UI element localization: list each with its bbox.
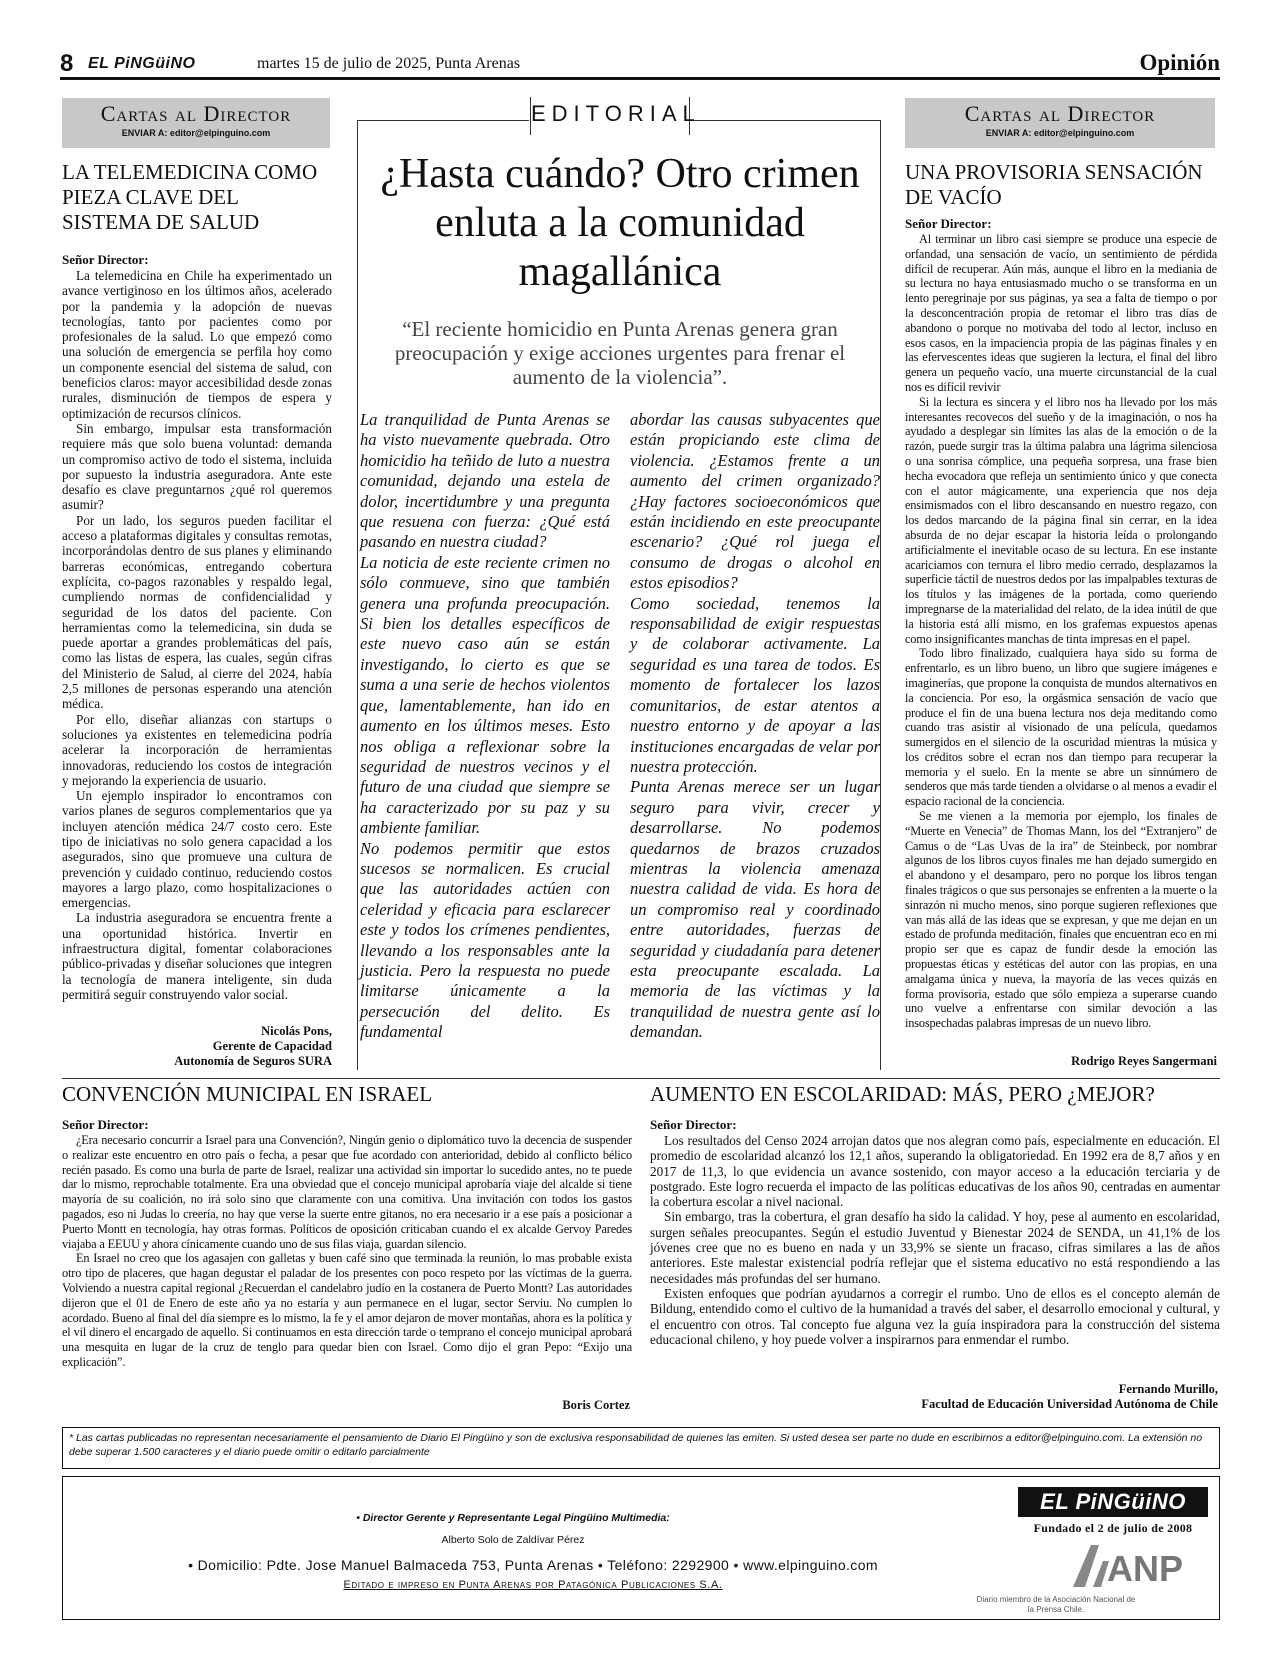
left-letter-signature — [62, 1024, 332, 1069]
editorial-label: EDITORIAL — [530, 97, 690, 135]
contact-address: • Domicilio: Pdte. Jose Manuel Balmaceda 753, Punta Arenas • Teléfono: 2292900 • www.elpinguino.com — [188, 1557, 878, 1573]
paragraph: Como sociedad, tenemos la responsabilidad de exigir respuestas y de colaborar activamente. La seguridad es una tarea de todos. Es momento de fortalecer los lazos comunitarios, de estar atentos a nuestro entorno y de apoyar a las instituciones encargadas de velar por nuestra protección. — [630, 593, 880, 776]
bottom-left-salutation: Señor Director: — [62, 1117, 149, 1132]
signature-org: Autonomía de Seguros SURA — [174, 1054, 332, 1068]
paragraph: Se me vienen a la memoria por ejemplo, los finales de “Muerte en Venecia” de Thomas Mann, los del “Extranjero” de Camus o de “Las Uvas de la ira” de Steinbeck, por nombrar algunos de los libros cuyos finales me han dejado sumergido en el abandono y el desamparo, pero no porque los libros tengan finales trágicos o que sus personajes se enfrenten a la muerte o la sinrazón ni mucho menos, sino porque sugieren reflexiones que van más allá de las ideas que se expresan, y que me dejan en un estado de profunda meditación, finales que encuentran eco en mi propio ser que es capaz de fundir desde la emoción las propuestas éticas y estéticas del autor con las propias, en una amalgama única y nueva, la mayoría de las veces quizás en forma provisoria, estado que sólo empieza a superarse cuando uno vuelve a enfrentarse con similar devoción a las insospechadas palabras impresas de un nuevo libro. — [905, 809, 1217, 1031]
page-header — [60, 50, 1220, 80]
editorial-rule — [880, 120, 881, 1070]
paragraph: En Israel no creo que los agasajen con galletas y buen café sino que terminada la reunión, lo mas probable exista otro tipo de placeres, que hagan degustar el paladar de los presentes con poco respeto por las víctimas de la guerra. Volviendo a nuestra capital regional ¿Recuerdan el candelabro judío en la costanera de Puerto Montt? Las autoridades dijeron que el 01 de Enero de este año ya no estaría y aun permanece en el lugar, sector Serviu. No cumplen lo acordado. Bueno al final del día siempre es lo mismo, la fe y el amor dejaron de mover montañas, ahora es la política y el vil dinero el encargado de aquello. Si continuamos en esta dirección tarde o temprano el concejo municipal aprobará una mesquita en lugar de la cruz de tenglo para quedar bien con Israel. Como dijo el gran Pepo: “Exijo una explicación”. — [62, 1251, 632, 1369]
editorial-deck: “El reciente homicidio en Punta Arenas genera gran preocupación y exige acciones urgentes para frenar el aumento de la violencia”. — [394, 317, 846, 389]
bottom-right-title: AUMENTO EN ESCOLARIDAD: MÁS, PERO ¿MEJOR? — [650, 1082, 1155, 1106]
section-title: Opinión — [1139, 50, 1220, 75]
bottom-left-title: CONVENCIÓN MUNICIPAL EN ISRAEL — [62, 1082, 433, 1106]
editorial-rule — [691, 120, 881, 121]
paragraph: Sin embargo, impulsar esta transformación requiere más que solo buena voluntad: demanda un compromiso activo de todo el sistema, incluida por supuesto la industria aseguradora. Ante este desafío es clave preguntarnos ¿qué rol queremos asumir? — [62, 420, 332, 513]
bottom-right-signature — [650, 1382, 1218, 1412]
right-letter-title: UNA PROVISORIA SENSACIÓN DE VACÍO — [905, 160, 1203, 209]
right-letters-email: ENVIAR A: editor@elpinguino.com — [985, 128, 1135, 138]
signature-name: Nicolás Pons, — [261, 1024, 332, 1038]
brand-logo-footer: EL PiNGüiNO — [1018, 1487, 1208, 1517]
editorial-rule — [357, 120, 358, 1070]
anp-logo-text: ANP — [1107, 1548, 1184, 1589]
director-name: Alberto Solo de Zaldívar Pérez — [441, 1534, 585, 1546]
bottom-left-body — [62, 1133, 632, 1370]
paragraph: Por un lado, los seguros pueden facilitar el acceso a plataformas digitales y consultas remotas, incorporándolas dentro de sus planes y eliminando barreras económicas, entregando cobertura explícita, co-pagos razonables y respaldo legal, cumpliendo normas de confidencialidad y seguridad de los datos del paciente. Con herramientas como la telemedicina, sin duda se puede aportar a grandes problemáticas del país, como las listas de espera, las cuales, según cifras del Ministerio de Salud, al cierre del 2024, había 2,5 millones de personas esperando una atención médica. — [62, 512, 332, 712]
editorial-column-1 — [360, 410, 610, 1043]
bottom-right-letter — [650, 1082, 1220, 1347]
paragraph: ¿Era necesario concurrir a Israel para una Convención?, Ningún genio o diplomático tuvo la decencia de suspender o realizar este encuentro en otro país o fecha, a pesar que fue acordado con anterioridad, debido al conflicto bélico recién pasado. Es como una burla de parte de Israel, realizar una actividad sin importar lo sucedido antes, no te puede dar lo mismo, reprochable totalmente. Era una obviedad que el concejo municipal aprobaría viaje del alcalde si tiene mayoría de su coalición, no irá solo sino que claramente con una comitiva. Una invitación con todos los gastos pagados, eso ni Judas lo creería, no hay que verse la suerte entre gitanos, no era necesario ir a ese país a posicionar a Puerto Montt en tecnología, hay otras formas. Políticos de oposición criticaban cuando el ex alcalde Gervoy Paredes viajaba a EEUU y ahora cínicamente cuando uno de sus filas viaja, guardan silencio. — [62, 1133, 632, 1251]
disclaimer-notice: * Las cartas publicadas no representan necesariamente el pensamiento de Diario El Pingüino y son de exclusiva responsabilidad de quienes las emiten. Si usted desea ser parte no dude en escribirnos a editor@elpinguino.com. La extensión no debe superar 1.500 caracteres y el diario puede omitir o editarlo parcialmente — [62, 1427, 1220, 1469]
paragraph: Si la lectura es sincera y el libro nos ha llevado por los más interesantes recovecos del sueño y de la imaginación, o nos ha ayudado a desplegar sin límites las alas de la emoción o de la razón, puede surgir tras la última palabra una lágrima silenciosa o una sonrisa cómplice, una pequeña sorpresa, una frase bien hecha evocadora que refleja un sentimiento único y que conecta con el autor mágicamente, una experiencia que nos deja ensimismados con el libro descansando en nuestro regazo, con los dedos marcando de la página final sin cerrar, en la idea absurda de no dejar escapar la historia leída o prolongando artificialmente el inevitable ocaso de su lectura. En ese instante acariciamos con ternura el libro medio cerrado, desplazamos la superficie táctil de nuestros dedos por las impalpables texturas de los títulos y las imágenes de la portada, como queriendo impregnarse de la materialidad del relato, de la idea inútil de que la historia está allí mismo, en los grafemas expuestos apenas como insignificantes manchas de tinta impresas en el papel. — [905, 394, 1217, 646]
right-letter — [905, 160, 1217, 1031]
paragraph: La tranquilidad de Punta Arenas se ha visto nuevamente quebrada. Otro homicidio ha teñido de luto a nuestra comunidad, dejando una estela de dolor, incertidumbre y una pregunta que resuena con fuerza: ¿Qué está pasando en nuestra ciudad? — [360, 410, 610, 552]
paragraph: Punta Arenas merece ser un lugar seguro para vivir, crecer y desarrollarse. No podemos quedarnos de brazos cruzados mientras la violencia amenaza nuestra calidad de vida. Es hora de un compromiso real y coordinado entre autoridades, fuerzas de seguridad y ciudadanía para detener esta preocupante escalada. La memoria de las víctimas y la tranquilidad de nuestra gente así lo demandan. — [630, 777, 880, 1042]
paragraph: abordar las causas subyacentes que están propiciando este clima de violencia. ¿Estamos frente a un aumento del crimen organizado? ¿Hay factores socioeconómicos que están incidiendo en este preocupante escenario? ¿Qué rol juega el consumo de drogas o alcohol en estos episodios? — [630, 410, 880, 593]
paragraph: Todo libro finalizado, cualquiera haya sido su forma de enfrentarlo, es un libro bueno, un libro que sugiere imágenes e imaginerías, que propone la conquista de mundos alternativos en la conciencia. Por eso, la orgásmica sensación de vacío que produce el fin de una buena lectura nos deja meditando como cuando tras asistir al visionado de una película, quedamos sumergidos en el silencio de la oscuridad mientras la música y los créditos sobre el ecran nos dan tiempo para recuperar la memoria y el suelo. En la mente se abre un sinnúmero de senderos que más tarde tienden a olvidarse o al menos a evadir el espacio racional de la conciencia. — [905, 646, 1217, 809]
founded-date: Fundado el 2 de julio de 2008 — [1033, 1521, 1193, 1535]
signature-org: Facultad de Educación Universidad Autónoma de Chile — [921, 1397, 1218, 1411]
signature-name: Fernando Murillo, — [1118, 1382, 1218, 1396]
left-letters-title: Cartas al Director — [100, 101, 292, 126]
brand-logo: EL PiNGüiNO — [88, 55, 196, 72]
paragraph: La noticia de este reciente crimen no sólo conmueve, sino que también genera una profunda preocupación. Si bien los detalles específicos de este nuevo caso aún se están investigando, lo cierto es que se suma a una serie de hechos violentos que, lamentablemente, han ido en aumento en los últimos meses. Esto nos obliga a reflexionar sobre la seguridad de nuestros vecinos y el futuro de una ciudad que siempre se ha caracterizado por su paz y su ambiente familiar. — [360, 552, 610, 838]
anp-logo-icon — [1063, 1539, 1184, 1589]
paragraph: Sin embargo, tras la cobertura, el gran desafío ha sido la calidad. Y hoy, pese al aumento en escolaridad, surgen señales preocupantes. Según el estudio Juventud y Bienestar 2024 de SENDA, un 41,1% de los jóvenes cree que no es bueno en nada y un 33,9% se siente un fracaso, cifras similares a las de años anteriores. Este malestar existencial podría reflejar que el sistema educativo no está respondiendo a las necesidades más profundas del ser humano. — [650, 1209, 1220, 1286]
bottom-left-letter — [62, 1082, 632, 1370]
editorial-headline: ¿Hasta cuándo? Otro crimen enluta a la comunidad magallánica — [380, 151, 860, 295]
left-letters-header — [62, 98, 330, 148]
paragraph: La industria aseguradora se encuentra frente a una oportunidad histórica. Invertir en infraestructura digital, fomentar colaboraciones público-privadas y diseñar soluciones que integren la tecnología de manera inteligente, sin duda permitirá seguir construyendo valor social. — [62, 910, 332, 1002]
paragraph: Un ejemplo inspirador lo encontramos con varios planes de seguros complementarios que ya incluyen atención médica 24/7 costo cero. Este tipo de iniciativas no solo genera capacidad a los asegurados, sino que promueve una cultura de prevención y cuidado continuo, reduciendo costos mayores a largo plazo, como hospitalizaciones o emergencias. — [62, 788, 332, 911]
publisher-line: Editado e impreso en Punta Arenas por Patagónica Publicaciones S.A. — [343, 1579, 723, 1591]
right-letter-body — [905, 232, 1217, 1031]
paragraph: Al terminar un libro casi siempre se produce una especie de orfandad, una sensación de vacío, un sentimiento de pérdida difícil de recuperar. Aún más, aunque el libro en la mediania de su lectura no haya entusiasmado mucho o se transforma en un lento peregrinaje por sus páginas, ya sea a falta de tiempo o por la desconcentración propia de retomar el libro tras días de abandono o porque no motivaba del todo al lector, incluso en esos casos, en la impaciencia propia de las páginas finales y en las efervescentes ideas que sugieren la lectura, el final del libro genera un pequeño vacío, una muerte circunstancial de la cual nos es difícil revivir — [905, 232, 1217, 394]
paragraph: No podemos permitir que estos sucesos se normalicen. Es crucial que las autoridades actúen con celeridad y eficacia para esclarecer este y todos los crímenes pendientes, llevando a los responsables ante la justicia. Pero la respuesta no puede limitarse únicamente a la persecución del delito. Es fundamental — [360, 838, 610, 1042]
editorial-column-2 — [630, 410, 880, 1043]
bottom-left-signature: Boris Cortez — [562, 1398, 630, 1412]
right-letter-signature: Rodrigo Reyes Sangermani — [1071, 1054, 1217, 1068]
paragraph: Los resultados del Censo 2024 arrojan datos que nos alegran como país, especialmente en educación. El promedio de escolaridad alcanzó los 12,1 años, superando la obligatoriedad. En 1992 era de 8,7 años y en 2017 de 11,3, lo que evidencia un avance sostenido, con mayor acceso a la educación terciaria y de postgrado. Este logro recuerda el impacto de las políticas educativas de los años 90, centradas en aumentar la cobertura escolar a nivel nacional. — [650, 1133, 1220, 1210]
left-letter-salutation: Señor Director: — [62, 252, 149, 267]
right-letter-salutation: Señor Director: — [905, 216, 992, 231]
signature-role: Gerente de Capacidad — [212, 1039, 332, 1053]
paragraph: La telemedicina en Chile ha experimentado un avance vertiginoso en los últimos años, acelerado por la pandemia y la adopción de nuevas tecnologías, tanto por pacientes como por profesionales de la salud. Lo que empezó como una solución de emergencia se perfila hoy como un componente esencial del sistema de salud, con beneficios claros: mayor accesibilidad desde zonas rurales, disminución de tiempos de espera y optimización de recursos clínicos. — [62, 268, 332, 421]
left-letter — [62, 160, 332, 1002]
issue-date: martes 15 de julio de 2025, Punta Arenas — [257, 55, 521, 72]
right-letters-header — [905, 98, 1215, 148]
left-letter-body — [62, 268, 332, 1002]
editorial-rule — [357, 120, 529, 121]
left-letter-title: LA TELEMEDICINA COMO PIEZA CLAVE DEL SISTEMA DE SALUD — [62, 160, 318, 234]
left-letters-email: ENVIAR A: editor@elpinguino.com — [121, 128, 271, 138]
paragraph: Existen enfoques que podrían ayudarnos a corregir el rumbo. Uno de ellos es el concepto alemán de Bildung, entendido como el cultivo de la humanidad a través del saber, el desarrollo emocional y cultural, y el encuentro con otros. Tal concepto fue alguna vez la guía inspiradora para la construcción del sistema educacional chileno, y hoy puede volver a inspirarnos para enmendar el rumbo. — [650, 1285, 1220, 1347]
paragraph: Por ello, diseñar alianzas con startups o soluciones ya existentes en telemedicina podría acelerar la incorporación de herramientas innovadoras, reduciendo los costos de integración y mejorando la experiencia de usuario. — [62, 711, 332, 788]
masthead-footer — [62, 1476, 1220, 1620]
anp-membership-text: Diario miembro de la Asociación Nacional de la Prensa Chile. — [976, 1595, 1136, 1614]
bottom-right-body — [650, 1133, 1220, 1347]
page-number: 8 — [60, 50, 74, 77]
section-divider — [62, 1078, 1220, 1079]
right-letters-title: Cartas al Director — [964, 101, 1156, 126]
bottom-right-salutation: Señor Director: — [650, 1117, 737, 1132]
director-label: • Director Gerente y Representante Legal Pingüino Multimedia: — [356, 1512, 670, 1524]
